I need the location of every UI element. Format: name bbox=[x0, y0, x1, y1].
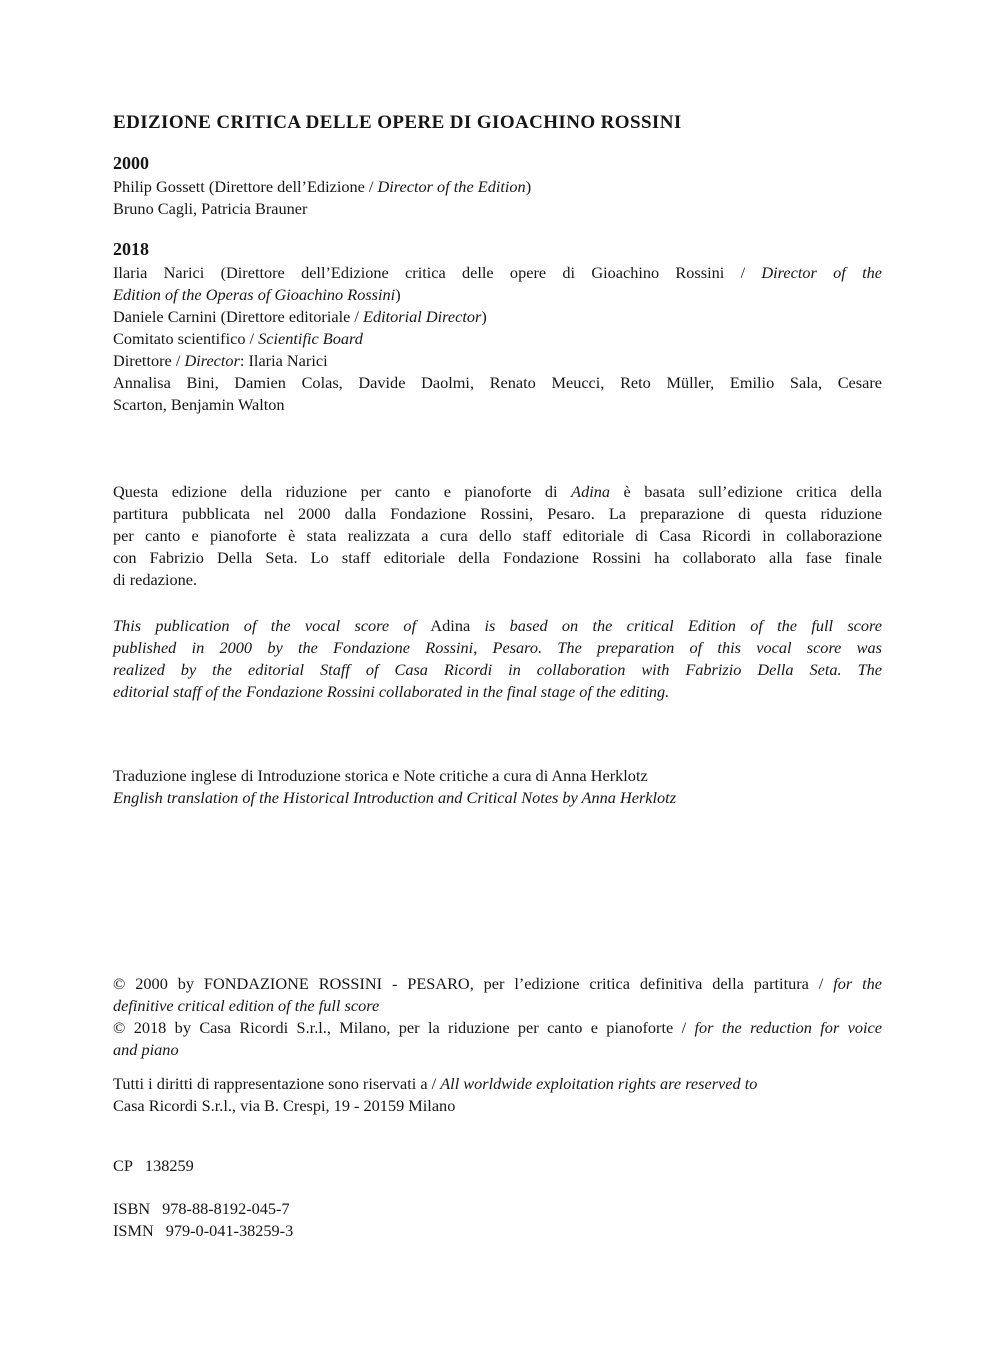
rights-line1 bbox=[113, 1073, 882, 1095]
credit-narici-line2 bbox=[113, 284, 882, 306]
copyright-2018-line1 bbox=[113, 1017, 882, 1039]
credit-cagli-brauner: Bruno Cagli, Patricia Brauner bbox=[113, 199, 308, 218]
isbn-line bbox=[113, 1198, 882, 1220]
copyright-2018-line2: and piano bbox=[113, 1040, 179, 1059]
italian-note-roman2: è basata sull’edizione critica della bbox=[610, 482, 882, 501]
credit-carnini bbox=[113, 306, 882, 328]
credit-narici-close: ) bbox=[395, 285, 401, 304]
board-members-line2: Scarton, Benjamin Walton bbox=[113, 395, 285, 414]
italian-note-roman: Questa edizione della riduzione per canto e pianoforte di bbox=[113, 482, 572, 501]
rights-section bbox=[113, 1073, 882, 1117]
italian-note-line4: con Fabrizio Della Seta. Lo staff editoriale della Fondazione Rossini ha collaborato alla fase finale bbox=[113, 548, 882, 567]
copyright-2018-italic: for the reduction for voice bbox=[694, 1018, 882, 1037]
copyright-2000-roman: © 2000 by FONDAZIONE ROSSINI - PESARO, per l’edizione critica definitiva della partitura / bbox=[113, 974, 834, 993]
rights-address: Casa Ricordi S.r.l., via B. Crespi, 19 - 20159 Milano bbox=[113, 1096, 456, 1115]
copyright-2000-line1 bbox=[113, 973, 882, 995]
credit-carnini-italic: Editorial Director bbox=[363, 307, 482, 326]
opera-title-adina: Adina bbox=[571, 482, 611, 501]
credit-gossett-italic: Director of the Edition bbox=[377, 177, 526, 196]
year-2000-heading: 2000 bbox=[113, 153, 149, 173]
english-note-line2: published in 2000 by the Fondazione Rossini, Pesaro. The preparation of this vocal score was bbox=[113, 638, 882, 657]
rights-roman: Tutti i diritti di rappresentazione sono riservati a / bbox=[113, 1074, 441, 1093]
opera-title-adina-roman: Adina bbox=[430, 616, 471, 635]
english-note-line1 bbox=[113, 615, 882, 637]
credit-comitato-roman: Comitato scientifico / bbox=[113, 329, 259, 348]
translation-credit-english: English translation of the Historical Introduction and Critical Notes by Anna Herklotz bbox=[113, 788, 677, 807]
credit-gossett-roman: Philip Gossett (Direttore dell’Edizione / bbox=[113, 177, 378, 196]
english-note-paragraph bbox=[113, 615, 882, 703]
credit-direttore-roman: Direttore / bbox=[113, 351, 185, 370]
credit-gossett-close: ) bbox=[525, 177, 532, 196]
isbn-value: 978-88-8192-045-7 bbox=[162, 1199, 290, 1218]
copyright-2000-italic: for the bbox=[833, 974, 882, 993]
ismn-label: ISMN bbox=[113, 1221, 154, 1240]
translation-credit-italian: Traduzione inglese di Introduzione storica e Note critiche a cura di Anna Herklotz bbox=[113, 766, 648, 785]
ismn-value: 979-0-041-38259-3 bbox=[165, 1221, 294, 1240]
page-title: EDIZIONE CRITICA DELLE OPERE DI GIOACHINO ROSSINI bbox=[113, 112, 682, 133]
credit-comitato-italic: Scientific Board bbox=[258, 329, 363, 348]
credit-comitato bbox=[113, 328, 882, 350]
english-note-italic2: is based on the critical Edition of the full score bbox=[470, 616, 882, 635]
credit-narici-italic2: Edition of the Operas of Gioachino Rossini bbox=[113, 285, 396, 304]
catalog-number bbox=[113, 1155, 882, 1177]
board-members-line1: Annalisa Bini, Damien Colas, Davide Daolmi, Renato Meucci, Reto Müller, Emilio Sala, Cesare bbox=[113, 373, 882, 392]
cp-label: CP bbox=[113, 1156, 133, 1175]
italian-note-line3: per canto e pianoforte è stata realizzata a cura dello staff editoriale di Casa Ricordi in collaborazione bbox=[113, 526, 882, 545]
credit-narici-italic: Director of the bbox=[761, 263, 882, 282]
italian-note-line2: partitura pubblicata nel 2000 dalla Fondazione Rossini, Pesaro. La preparazione di questa riduzione bbox=[113, 504, 882, 523]
credit-gossett bbox=[113, 176, 882, 198]
credit-direttore bbox=[113, 350, 882, 372]
copyright-2018-roman: © 2018 by Casa Ricordi S.r.l., Milano, per la riduzione per canto e pianoforte / bbox=[113, 1018, 695, 1037]
cp-value: 138259 bbox=[144, 1156, 194, 1175]
credit-direttore-italic: Director bbox=[184, 351, 240, 370]
italian-note-line5: di redazione. bbox=[113, 570, 198, 589]
ismn-line bbox=[113, 1220, 882, 1242]
italian-note-paragraph bbox=[113, 481, 882, 591]
english-note-line3: realized by the editorial Staff of Casa Ricordi in collaboration with Fabrizio Della Seta. The bbox=[113, 660, 882, 679]
english-note-italic: This publication of the vocal score of bbox=[113, 616, 431, 635]
credit-narici-line1 bbox=[113, 262, 882, 284]
english-note-line4: editorial staff of the Fondazione Rossini collaborated in the final stage of the editing. bbox=[113, 682, 670, 701]
credit-narici-roman: Ilaria Narici (Direttore dell’Edizione critica delle opere di Gioachino Rossini / bbox=[113, 263, 762, 282]
isbn-label: ISBN bbox=[113, 1199, 151, 1218]
isbn-ismn-section bbox=[113, 1198, 882, 1242]
year-2018-heading: 2018 bbox=[113, 239, 149, 259]
credit-direttore-name: : Ilaria Narici bbox=[239, 351, 328, 370]
edition-2000-section bbox=[113, 152, 882, 220]
translation-credit-section bbox=[113, 765, 882, 809]
edition-2018-section bbox=[113, 238, 882, 416]
rights-italic: All worldwide exploitation rights are reserved to bbox=[440, 1074, 758, 1093]
copyright-2000-line2: definitive critical edition of the full score bbox=[113, 996, 380, 1015]
italian-note-line1 bbox=[113, 481, 882, 503]
credit-carnini-close: ) bbox=[481, 307, 487, 326]
credit-carnini-roman: Daniele Carnini (Direttore editoriale / bbox=[113, 307, 363, 326]
copyright-section bbox=[113, 973, 882, 1061]
